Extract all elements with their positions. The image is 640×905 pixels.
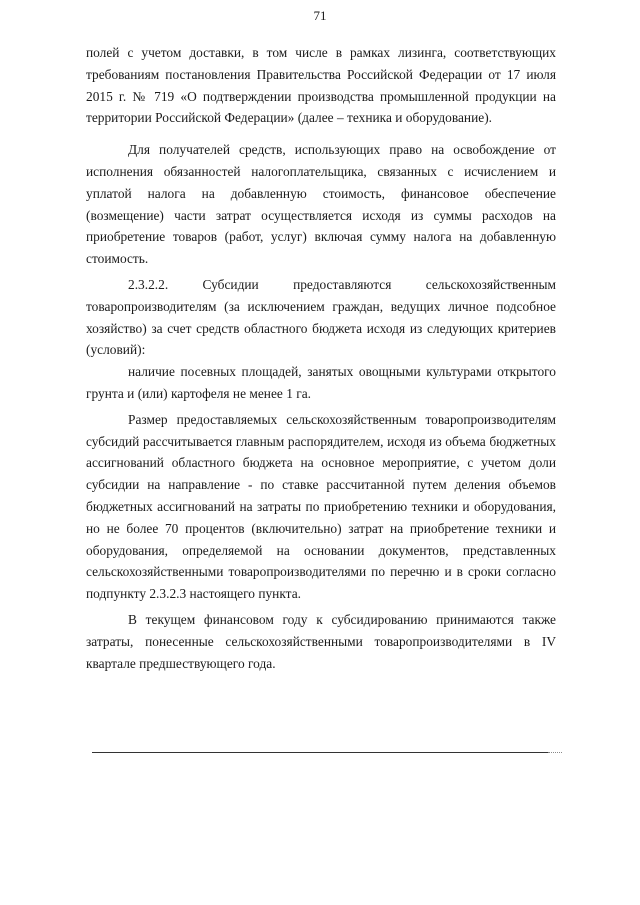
horizontal-rule-tail [548, 752, 562, 753]
document-body [86, 42, 556, 674]
paragraph-criteria: наличие посевных площадей, занятых овощными культурами открытого грунта и (или) картофеля не менее 1 га. [86, 364, 556, 401]
paragraph-vat-exemption: Для получателей средств, использующих право на освобождение от исполнения обязанностей налогоплательщика, связанных с исчислением и уплатой налога на добавленную стоимость, финансовое обеспечение (возмещение) части затрат осуществляется исходя из суммы расходов на приобретение товаров (работ, услуг) включая сумму налога на добавленную стоимость. [86, 142, 556, 267]
paragraph-equipment-definition: полей с учетом доставки, в том числе в рамках лизинга, соответствующих требованиям постановления Правительства Российской Федерации от 17 июля 2015 г. № 719 «О подтверждении производства промышленной продукции на территории Российской Федерации» (далее – техника и оборудование). [86, 45, 556, 126]
horizontal-rule [92, 752, 548, 753]
page-number: 71 [313, 8, 327, 23]
paragraph-subsidy-amount: Размер предоставляемых сельскохозяйственным товаропроизводителям субсидий рассчитывается главным распорядителем, исходя из объема бюджетных ассигнований областного бюджета на основное мероприятие, с учетом доли субсидии на направление - по ставке рассчитанной путем деления объемов бюджетных ассигнований на затраты по приобретению техники и оборудования, но не более 70 процентов (включительно) затрат на приобретение техники и оборудования, определяемой на основании документов, представленных сельскохозяйственными товаропроизводителями по перечню и в сроки согласно подпункту 2.3.2.3 настоящего пункта. [86, 411, 556, 602]
paragraph-2-3-2-2: 2.3.2.2. Субсидии предоставляются сельскохозяйственным товаропроизводителям (за исключением граждан, ведущих личное подсобное хозяйство) за счет средств областного бюджета исходя из следующих критериев (условий): [86, 276, 556, 358]
paragraph-current-year: В текущем финансовом году к субсидированию принимаются также затраты, понесенные сельскохозяйственными товаропроизводителями в IV квартале предшествующего года. [86, 611, 556, 671]
